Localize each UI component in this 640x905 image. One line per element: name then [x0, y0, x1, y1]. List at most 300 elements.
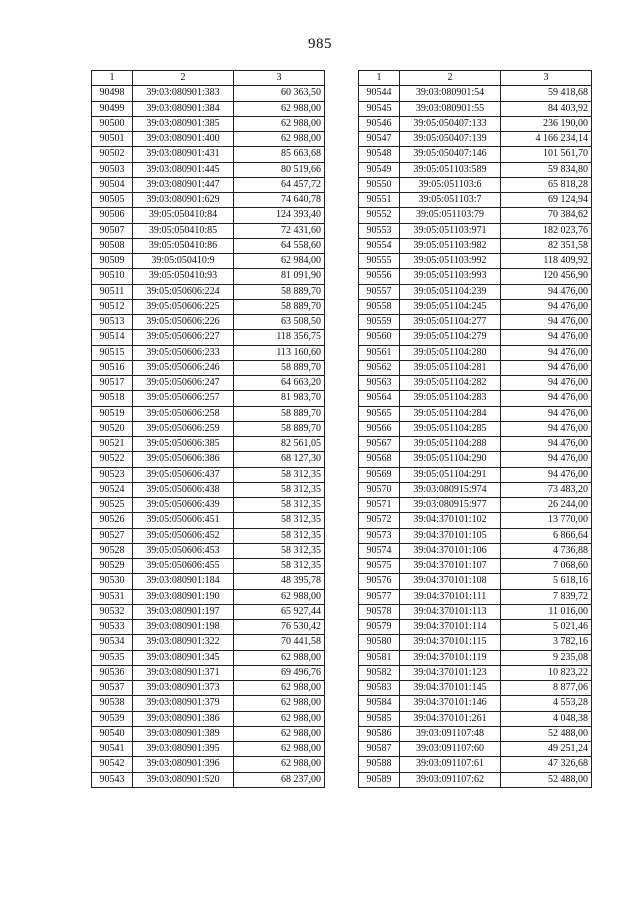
cadastral-number: 39:05:051104:282 [400, 376, 501, 391]
value-amount: 5 618,16 [501, 574, 592, 589]
value-amount: 52 488,00 [501, 772, 592, 787]
value-amount: 65 818,28 [501, 177, 592, 192]
cadastral-number: 39:04:370101:102 [400, 513, 501, 528]
table-row [92, 696, 325, 711]
cadastral-number: 39:03:080901:447 [133, 177, 234, 192]
table-row [92, 665, 325, 680]
row-number: 90550 [359, 177, 400, 192]
value-amount: 72 431,60 [234, 223, 325, 238]
row-number: 90577 [359, 589, 400, 604]
table-row [92, 650, 325, 665]
table-row [92, 528, 325, 543]
cadastral-number: 39:05:051103:79 [400, 208, 501, 223]
row-number: 90539 [92, 711, 133, 726]
table-row [359, 238, 592, 253]
cadastral-number: 39:03:080901:386 [133, 711, 234, 726]
value-amount: 60 363,50 [234, 86, 325, 101]
cadastral-number: 39:05:050606:439 [133, 498, 234, 513]
value-amount: 58 889,70 [234, 421, 325, 436]
value-amount: 94 476,00 [501, 406, 592, 421]
row-number: 90540 [92, 726, 133, 741]
row-number: 90568 [359, 452, 400, 467]
cadastral-number: 39:05:051103:7 [400, 193, 501, 208]
row-number: 90530 [92, 574, 133, 589]
row-number: 90543 [92, 772, 133, 787]
row-number: 90533 [92, 620, 133, 635]
table-row [359, 772, 592, 787]
value-amount: 58 312,35 [234, 482, 325, 497]
table-row [92, 223, 325, 238]
row-number: 90531 [92, 589, 133, 604]
cadastral-number: 39:05:051104:281 [400, 360, 501, 375]
row-number: 90534 [92, 635, 133, 650]
cadastral-number: 39:03:080901:197 [133, 604, 234, 619]
table-row [92, 498, 325, 513]
row-number: 90555 [359, 254, 400, 269]
column-header-1: 1 [359, 71, 400, 86]
value-amount: 94 476,00 [501, 345, 592, 360]
cadastral-number: 39:05:050606:225 [133, 299, 234, 314]
table-header-row [359, 71, 592, 86]
table-row [92, 574, 325, 589]
table-row [92, 437, 325, 452]
value-amount: 6 866,64 [501, 528, 592, 543]
table-row [92, 315, 325, 330]
row-number: 90521 [92, 437, 133, 452]
table-row [92, 269, 325, 284]
table-row [92, 543, 325, 558]
row-number: 90566 [359, 421, 400, 436]
table-row [359, 101, 592, 116]
cadastral-number: 39:03:080901:629 [133, 193, 234, 208]
row-number: 90510 [92, 269, 133, 284]
row-number: 90545 [359, 101, 400, 116]
table-row [92, 513, 325, 528]
row-number: 90556 [359, 269, 400, 284]
cadastral-number: 39:05:050606:438 [133, 482, 234, 497]
row-number: 90509 [92, 254, 133, 269]
table-row [359, 498, 592, 513]
value-amount: 94 476,00 [501, 467, 592, 482]
table-row [92, 254, 325, 269]
row-number: 90570 [359, 482, 400, 497]
cadastral-number: 39:04:370101:111 [400, 589, 501, 604]
table-row [359, 86, 592, 101]
value-amount: 118 356,75 [234, 330, 325, 345]
row-number: 90580 [359, 635, 400, 650]
cadastral-number: 39:05:050606:233 [133, 345, 234, 360]
value-amount: 4 736,88 [501, 543, 592, 558]
value-amount: 94 476,00 [501, 330, 592, 345]
value-amount: 49 251,24 [501, 742, 592, 757]
value-amount: 94 476,00 [501, 376, 592, 391]
value-amount: 4 048,38 [501, 711, 592, 726]
value-amount: 62 988,00 [234, 681, 325, 696]
table-row [359, 604, 592, 619]
cadastral-number: 39:05:050410:9 [133, 254, 234, 269]
cadastral-number: 39:05:051103:982 [400, 238, 501, 253]
table-row [359, 665, 592, 680]
cadastral-number: 39:03:080901:55 [400, 101, 501, 116]
cadastral-number: 39:03:080901:384 [133, 101, 234, 116]
table-row [359, 620, 592, 635]
value-amount: 7 839,72 [501, 589, 592, 604]
cadastral-number: 39:05:050407:139 [400, 132, 501, 147]
value-amount: 120 456,90 [501, 269, 592, 284]
row-number: 90547 [359, 132, 400, 147]
row-number: 90506 [92, 208, 133, 223]
cadastral-number: 39:04:370101:146 [400, 696, 501, 711]
value-amount: 65 927,44 [234, 604, 325, 619]
value-amount: 62 988,00 [234, 650, 325, 665]
value-amount: 94 476,00 [501, 299, 592, 314]
value-amount: 11 016,00 [501, 604, 592, 619]
cadastral-number: 39:03:091107:60 [400, 742, 501, 757]
right-data-table [358, 70, 592, 788]
value-amount: 81 983,70 [234, 391, 325, 406]
value-amount: 59 418,68 [501, 86, 592, 101]
value-amount: 58 312,35 [234, 528, 325, 543]
row-number: 90512 [92, 299, 133, 314]
cadastral-number: 39:05:051104:277 [400, 315, 501, 330]
value-amount: 94 476,00 [501, 452, 592, 467]
cadastral-number: 39:05:050606:453 [133, 543, 234, 558]
cadastral-number: 39:03:080901:184 [133, 574, 234, 589]
table-row [359, 330, 592, 345]
value-amount: 5 021,46 [501, 620, 592, 635]
value-amount: 8 877,06 [501, 681, 592, 696]
row-number: 90518 [92, 391, 133, 406]
table-row [359, 589, 592, 604]
row-number: 90572 [359, 513, 400, 528]
table-row [359, 299, 592, 314]
value-amount: 82 351,58 [501, 238, 592, 253]
value-amount: 62 988,00 [234, 589, 325, 604]
value-amount: 52 488,00 [501, 726, 592, 741]
row-number: 90560 [359, 330, 400, 345]
cadastral-number: 39:05:050606:257 [133, 391, 234, 406]
table-row [359, 208, 592, 223]
row-number: 90552 [359, 208, 400, 223]
value-amount: 62 988,00 [234, 101, 325, 116]
table-row [359, 711, 592, 726]
cadastral-number: 39:05:050410:84 [133, 208, 234, 223]
value-amount: 58 312,35 [234, 559, 325, 574]
row-number: 90525 [92, 498, 133, 513]
row-number: 90578 [359, 604, 400, 619]
cadastral-number: 39:03:080915:977 [400, 498, 501, 513]
value-amount: 94 476,00 [501, 437, 592, 452]
value-amount: 4 553,28 [501, 696, 592, 711]
value-amount: 59 834,80 [501, 162, 592, 177]
table-row [92, 116, 325, 131]
row-number: 90587 [359, 742, 400, 757]
row-number: 90551 [359, 193, 400, 208]
value-amount: 64 663,20 [234, 376, 325, 391]
row-number: 90569 [359, 467, 400, 482]
cadastral-number: 39:05:050606:437 [133, 467, 234, 482]
cadastral-number: 39:05:050606:385 [133, 437, 234, 452]
value-amount: 48 395,78 [234, 574, 325, 589]
column-header-3: 3 [234, 71, 325, 86]
column-header-1: 1 [92, 71, 133, 86]
table-row [359, 406, 592, 421]
cadastral-number: 39:05:050606:386 [133, 452, 234, 467]
table-row [359, 360, 592, 375]
cadastral-number: 39:05:051103:589 [400, 162, 501, 177]
value-amount: 68 237,00 [234, 772, 325, 787]
value-amount: 73 483,20 [501, 482, 592, 497]
cadastral-number: 39:03:080901:395 [133, 742, 234, 757]
row-number: 90526 [92, 513, 133, 528]
value-amount: 47 326,68 [501, 757, 592, 772]
cadastral-number: 39:03:080901:385 [133, 116, 234, 131]
row-number: 90563 [359, 376, 400, 391]
cadastral-number: 39:05:051104:291 [400, 467, 501, 482]
cadastral-number: 39:05:050606:247 [133, 376, 234, 391]
row-number: 90558 [359, 299, 400, 314]
row-number: 90499 [92, 101, 133, 116]
row-number: 90573 [359, 528, 400, 543]
table-row [359, 574, 592, 589]
table-row [359, 696, 592, 711]
table-row [92, 238, 325, 253]
cadastral-number: 39:04:370101:115 [400, 635, 501, 650]
column-header-2: 2 [133, 71, 234, 86]
table-row [359, 132, 592, 147]
table-row [92, 101, 325, 116]
cadastral-number: 39:03:080901:396 [133, 757, 234, 772]
row-number: 90532 [92, 604, 133, 619]
table-row [359, 376, 592, 391]
value-amount: 58 312,35 [234, 513, 325, 528]
table-row [359, 315, 592, 330]
cadastral-number: 39:05:050606:259 [133, 421, 234, 436]
cadastral-number: 39:05:051104:279 [400, 330, 501, 345]
value-amount: 7 068,60 [501, 559, 592, 574]
table-row [92, 757, 325, 772]
value-amount: 70 441,58 [234, 635, 325, 650]
cadastral-number: 39:03:091107:61 [400, 757, 501, 772]
cadastral-number: 39:04:370101:114 [400, 620, 501, 635]
value-amount: 58 889,70 [234, 284, 325, 299]
table-row [92, 360, 325, 375]
row-number: 90549 [359, 162, 400, 177]
value-amount: 58 889,70 [234, 406, 325, 421]
table-row [92, 284, 325, 299]
cadastral-number: 39:05:051103:993 [400, 269, 501, 284]
row-number: 90517 [92, 376, 133, 391]
row-number: 90527 [92, 528, 133, 543]
value-amount: 9 235,08 [501, 650, 592, 665]
value-amount: 82 561,05 [234, 437, 325, 452]
value-amount: 81 091,90 [234, 269, 325, 284]
table-row [359, 452, 592, 467]
value-amount: 118 409,92 [501, 254, 592, 269]
table-row [92, 376, 325, 391]
value-amount: 58 312,35 [234, 543, 325, 558]
table-row [359, 269, 592, 284]
cadastral-number: 39:05:051104:239 [400, 284, 501, 299]
row-number: 90507 [92, 223, 133, 238]
value-amount: 58 312,35 [234, 467, 325, 482]
row-number: 90546 [359, 116, 400, 131]
table-row [359, 284, 592, 299]
row-number: 90581 [359, 650, 400, 665]
row-number: 90516 [92, 360, 133, 375]
cadastral-number: 39:04:370101:119 [400, 650, 501, 665]
table-row [92, 299, 325, 314]
cadastral-number: 39:04:370101:113 [400, 604, 501, 619]
table-row [359, 543, 592, 558]
cadastral-number: 39:05:050407:146 [400, 147, 501, 162]
cadastral-number: 39:03:080901:371 [133, 665, 234, 680]
cadastral-number: 39:05:050410:93 [133, 269, 234, 284]
table-row [92, 147, 325, 162]
row-number: 90537 [92, 681, 133, 696]
row-number: 90544 [359, 86, 400, 101]
value-amount: 76 530,42 [234, 620, 325, 635]
row-number: 90504 [92, 177, 133, 192]
table-row [92, 177, 325, 192]
row-number: 90524 [92, 482, 133, 497]
row-number: 90508 [92, 238, 133, 253]
row-number: 90536 [92, 665, 133, 680]
page-number: 985 [308, 36, 332, 52]
row-number: 90505 [92, 193, 133, 208]
value-amount: 85 663,68 [234, 147, 325, 162]
cadastral-number: 39:03:080901:198 [133, 620, 234, 635]
cadastral-number: 39:05:051104:288 [400, 437, 501, 452]
table-row [359, 177, 592, 192]
value-amount: 94 476,00 [501, 284, 592, 299]
table-row [359, 193, 592, 208]
row-number: 90575 [359, 559, 400, 574]
value-amount: 94 476,00 [501, 315, 592, 330]
row-number: 90523 [92, 467, 133, 482]
table-row [359, 482, 592, 497]
row-number: 90574 [359, 543, 400, 558]
cadastral-number: 39:05:051104:290 [400, 452, 501, 467]
row-number: 90585 [359, 711, 400, 726]
row-number: 90514 [92, 330, 133, 345]
cadastral-number: 39:05:050606:224 [133, 284, 234, 299]
row-number: 90520 [92, 421, 133, 436]
cadastral-number: 39:03:080901:54 [400, 86, 501, 101]
cadastral-number: 39:03:091107:62 [400, 772, 501, 787]
cadastral-number: 39:03:080915:974 [400, 482, 501, 497]
value-amount: 58 312,35 [234, 498, 325, 513]
table-row [359, 391, 592, 406]
value-amount: 69 124,94 [501, 193, 592, 208]
table-row [92, 467, 325, 482]
value-amount: 3 782,16 [501, 635, 592, 650]
cadastral-number: 39:05:050606:455 [133, 559, 234, 574]
cadastral-number: 39:04:370101:105 [400, 528, 501, 543]
row-number: 90529 [92, 559, 133, 574]
cadastral-number: 39:03:080901:383 [133, 86, 234, 101]
table-row [359, 147, 592, 162]
row-number: 90515 [92, 345, 133, 360]
value-amount: 94 476,00 [501, 391, 592, 406]
cadastral-number: 39:05:050606:227 [133, 330, 234, 345]
cadastral-number: 39:05:050410:85 [133, 223, 234, 238]
cadastral-number: 39:03:080901:322 [133, 635, 234, 650]
cadastral-number: 39:03:091107:48 [400, 726, 501, 741]
cadastral-number: 39:03:080901:345 [133, 650, 234, 665]
value-amount: 236 190,00 [501, 116, 592, 131]
value-amount: 84 403,92 [501, 101, 592, 116]
table-row [92, 772, 325, 787]
row-number: 90542 [92, 757, 133, 772]
value-amount: 74 640,78 [234, 193, 325, 208]
row-number: 90535 [92, 650, 133, 665]
cadastral-number: 39:05:050407:133 [400, 116, 501, 131]
value-amount: 63 508,50 [234, 315, 325, 330]
row-number: 90557 [359, 284, 400, 299]
table-row [359, 757, 592, 772]
table-row [92, 559, 325, 574]
table-row [359, 726, 592, 741]
row-number: 90522 [92, 452, 133, 467]
row-number: 90548 [359, 147, 400, 162]
row-number: 90588 [359, 757, 400, 772]
table-row [92, 742, 325, 757]
table-row [92, 391, 325, 406]
value-amount: 62 988,00 [234, 711, 325, 726]
value-amount: 62 984,00 [234, 254, 325, 269]
table-row [92, 345, 325, 360]
cadastral-number: 39:05:051103:992 [400, 254, 501, 269]
row-number: 90500 [92, 116, 133, 131]
row-number: 90503 [92, 162, 133, 177]
column-header-2: 2 [400, 71, 501, 86]
row-number: 90584 [359, 696, 400, 711]
row-number: 90513 [92, 315, 133, 330]
table-row [92, 421, 325, 436]
table-row [92, 452, 325, 467]
row-number: 90565 [359, 406, 400, 421]
value-amount: 68 127,30 [234, 452, 325, 467]
row-number: 90576 [359, 574, 400, 589]
row-number: 90553 [359, 223, 400, 238]
table-row [359, 437, 592, 452]
value-amount: 64 457,72 [234, 177, 325, 192]
table-row [92, 330, 325, 345]
value-amount: 62 988,00 [234, 757, 325, 772]
cadastral-number: 39:05:051103:971 [400, 223, 501, 238]
value-amount: 26 244,00 [501, 498, 592, 513]
column-header-3: 3 [501, 71, 592, 86]
cadastral-number: 39:05:051103:6 [400, 177, 501, 192]
cadastral-number: 39:03:080901:445 [133, 162, 234, 177]
value-amount: 113 160,60 [234, 345, 325, 360]
value-amount: 62 988,00 [234, 742, 325, 757]
row-number: 90541 [92, 742, 133, 757]
cadastral-number: 39:05:051104:284 [400, 406, 501, 421]
table-row [92, 132, 325, 147]
table-row [359, 650, 592, 665]
row-number: 90554 [359, 238, 400, 253]
row-number: 90528 [92, 543, 133, 558]
cadastral-number: 39:03:080901:400 [133, 132, 234, 147]
value-amount: 62 988,00 [234, 696, 325, 711]
row-number: 90502 [92, 147, 133, 162]
row-number: 90582 [359, 665, 400, 680]
table-row [92, 589, 325, 604]
table-row [92, 604, 325, 619]
table-row [92, 208, 325, 223]
